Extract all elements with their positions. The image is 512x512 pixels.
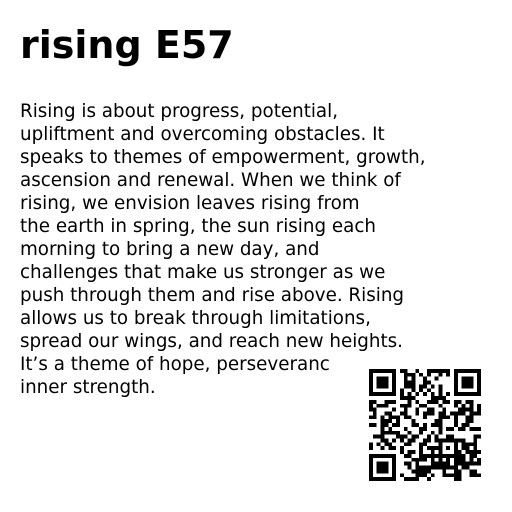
body-line: upliftment and overcoming obstacles. It xyxy=(20,124,385,145)
body-line: Rising is about progress, potential, xyxy=(20,101,339,122)
body-line: inner strength. xyxy=(20,377,156,398)
body-line: morning to bring a new day, and xyxy=(20,239,320,260)
body-paragraph xyxy=(20,100,426,399)
body-line: challenges that make us stronger as we xyxy=(20,262,386,283)
body-line: speaks to themes of empowerment, growth, xyxy=(20,147,426,168)
page-title: rising E57 xyxy=(20,23,234,67)
qr-code xyxy=(364,364,486,486)
body-line: ascension and renewal. When we think of xyxy=(20,170,401,191)
body-line: the earth in spring, the sun rising each xyxy=(20,216,376,237)
body-line: spread our wings, and reach new heights. xyxy=(20,331,403,352)
body-line: allows us to break through limitations, xyxy=(20,308,371,329)
body-line: rising, we envision leaves rising from xyxy=(20,193,360,214)
body-line: push through them and rise above. Rising xyxy=(20,285,405,306)
body-line: It’s a theme of hope, perseveranc xyxy=(20,354,330,375)
qr-code-icon xyxy=(369,369,481,481)
